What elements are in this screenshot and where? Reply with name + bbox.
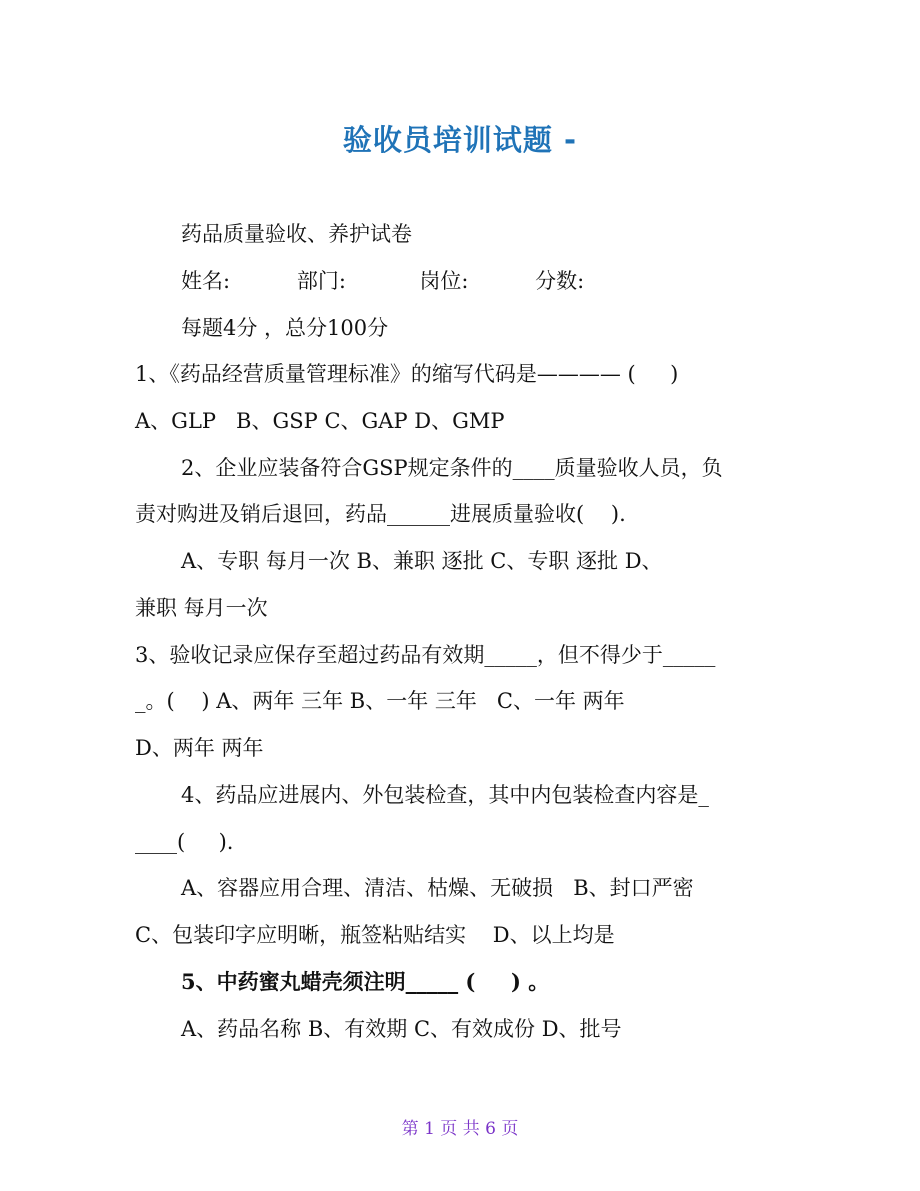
- question-4-options-line-1: A、容器应用合理、清洁、枯燥、无破损 B、封口严密: [181, 876, 694, 900]
- page-footer: 第 1 页 共 6 页: [401, 1119, 519, 1139]
- question-4-line-1: 4、药品应进展内、外包装检查，其中内包装检查内容是_: [181, 783, 709, 807]
- question-1: 1、《药品经营质量管理标准》的缩写代码是———— ( ): [135, 362, 679, 386]
- info-fields-line: 姓名: 部门: 岗位: 分数:: [181, 269, 585, 293]
- question-4-line-2: ____( ).: [135, 830, 234, 854]
- question-1-options: A、GLP B、GSP C、GAP D、GMP: [135, 409, 505, 433]
- question-3-line-2: _。( ) A、两年 三年 B、一年 三年 C、一年 两年: [135, 689, 625, 713]
- scoring-note: 每题4分 ，总分100分: [181, 316, 389, 340]
- question-5: 5、中药蜜丸蜡壳须注明_____ ( ) 。: [181, 969, 550, 994]
- question-2-line-1: 2、企业应装备符合GSP规定条件的____质量验收人员，负: [181, 456, 723, 480]
- question-2-options-line-1: A、专职 每月一次 B、兼职 逐批 C、专职 逐批 D、: [181, 549, 663, 573]
- document-title: 验收员培训试题 -: [342, 123, 578, 157]
- question-2-options-line-2: 兼职 每月一次: [135, 596, 268, 620]
- question-3-line-1: 3、验收记录应保存至超过药品有效期_____，但不得少于_____: [135, 643, 716, 667]
- question-5-options: A、药品名称 B、有效期 C、有效成份 D、批号: [181, 1017, 622, 1041]
- exam-subtitle: 药品质量验收、养护试卷: [181, 222, 412, 246]
- question-4-options-line-2: C、包装印字应明晰，瓶签粘贴结实 D、以上均是: [135, 923, 615, 947]
- question-2-line-2: 责对购进及销后退回，药品______进展质量验收( ).: [135, 502, 626, 526]
- question-3-line-3: D、两年 两年: [135, 736, 264, 760]
